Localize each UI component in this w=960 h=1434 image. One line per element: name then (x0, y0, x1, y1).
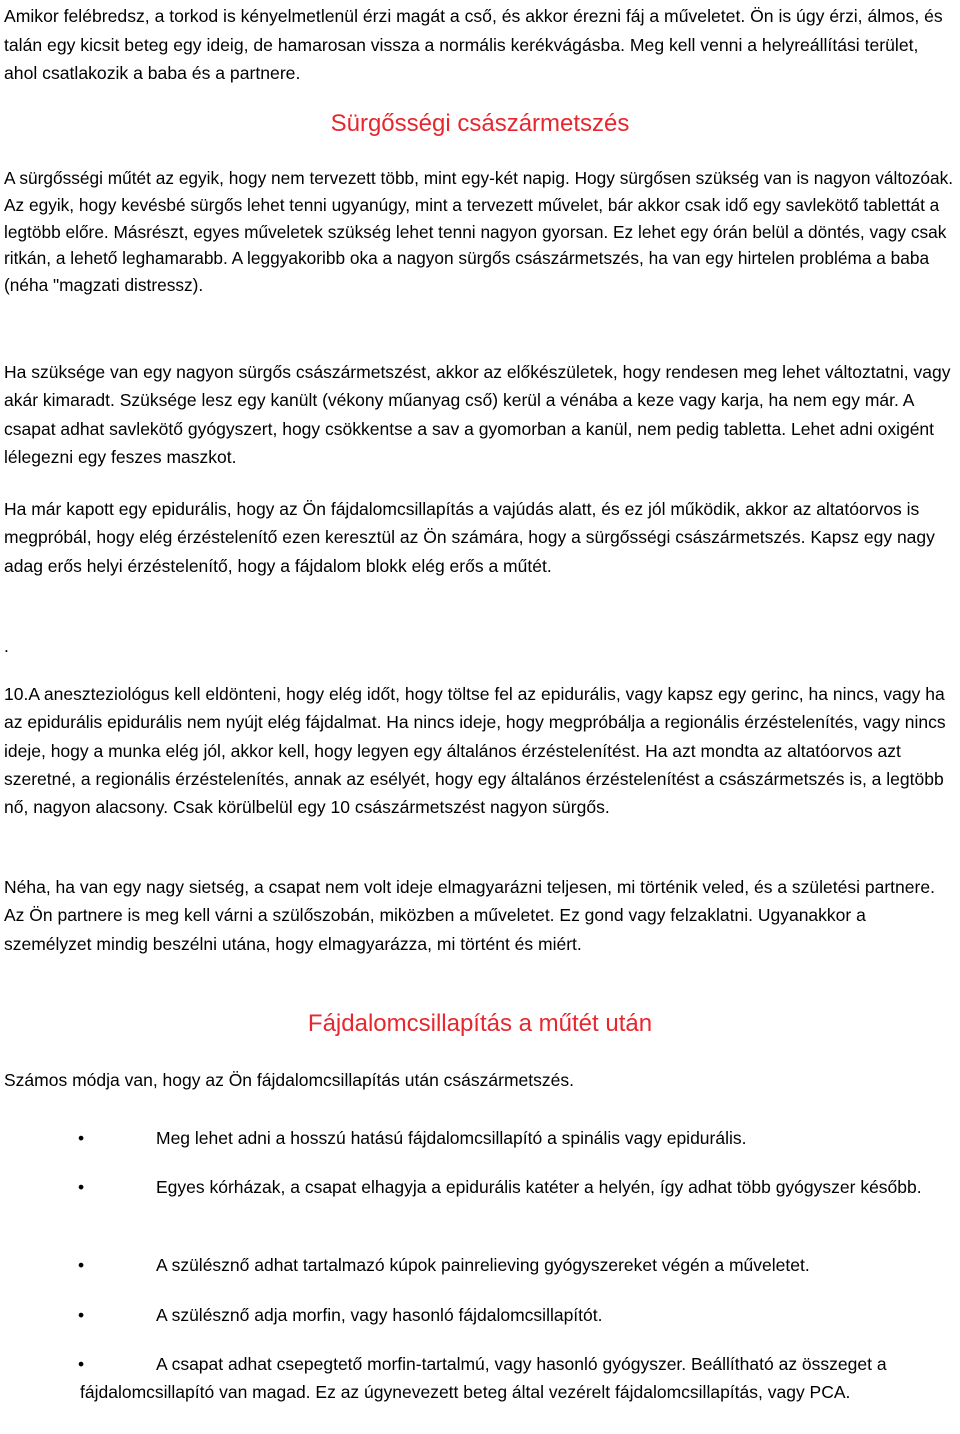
section2-intro: Számos módja van, hogy az Ön fájdalomcsillapítás után császármetszés. (4, 1070, 574, 1090)
list-item-text: Egyes kórházak, a csapat elhagyja a epidurális katéter a helyén, így adhat több gyógyszer később. (156, 1177, 922, 1197)
bullet-dot-icon: • (78, 1177, 85, 1197)
bullet-dot-icon: • (78, 1305, 85, 1325)
section-heading-pain-relief: Fájdalomcsillapítás a műtét után (307, 1010, 653, 1037)
list-item-text: Meg lehet adni a hosszú hatású fájdalomcsillapító a spinális vagy epidurális. (156, 1128, 747, 1148)
bullet-dot-icon: • (78, 1354, 85, 1374)
section1-paragraph-5: Néha, ha van egy nagy sietség, a csapat nem volt ideje elmagyarázni teljesen, mi történik veled, és a születési partnere. Az Ön partnere is meg kell várni a szülőszobán, miközben a műveletet. Ez gond vagy felzaklatni. Ugyanakkor a személyzet mindig beszélni utána, hogy elmagyarázza, mi történt és miért. (4, 877, 935, 954)
list-item (4, 1124, 956, 1152)
list-item (4, 1251, 956, 1279)
intro-paragraph: Amikor felébredsz, a torkod is kényelmetlenül érzi magát a cső, és akkor érezni fáj a műveletet. Ön is úgy érzi, álmos, és talán egy kicsit beteg egy ideig, de hamarosan vissza a normális kerékvágásba. Meg kell venni a helyreállítási terület, ahol csatlakozik a baba és a partnere. (4, 6, 943, 83)
section1-dot: . (4, 636, 9, 656)
list-item-text: A csapat adhat csepegtető morfin-tartalmú, vagy hasonló gyógyszer. Beállítható az összeget a fájdalomcsillapító van magad. Ez az úgynevezett beteg által vezérelt fájdalomcsillapítás, vagy PCA. (80, 1354, 887, 1403)
section1-paragraph-2: Ha szüksége van egy nagyon sürgős császármetszést, akkor az előkészületek, hogy rendesen meg lehet változtatni, vagy akár kimaradt. Szüksége lesz egy kanült (vékony műanyag cső) kerül a vénába a keze vagy karja, ha nem egy már. A csapat adhat savlekötő gyógyszert, hogy csökkentse a sav a gyomorban a kanül, nem pedig tabletta. Lehet adni oxigént lélegezni egy feszes maszkot. (4, 362, 951, 467)
bullet-dot-icon: • (78, 1128, 85, 1148)
list-item-text: A szülésznő adhat tartalmazó kúpok painrelieving gyógyszereket végén a műveletet. (156, 1255, 810, 1275)
bullet-dot-icon: • (78, 1255, 85, 1275)
list-item (4, 1173, 956, 1201)
list-item (4, 1301, 956, 1329)
list-item (4, 1350, 956, 1407)
section-heading-emergency-cesarean: Sürgősségi császármetszés (330, 110, 630, 137)
list-item-text: A szülésznő adja morfin, vagy hasonló fájdalomcsillapítót. (156, 1305, 603, 1325)
section1-paragraph-1: A sürgősségi műtét az egyik, hogy nem tervezett több, mint egy-két napig. Hogy sürgősen szükség van is nagyon változóak. Az egyik, hogy kevésbé sürgős lehet tenni ugyanúgy, mint a tervezett művelet, bár akkor csak idő egy savlekötő tablettát a legtöbb előre. Másrészt, egyes műveletek szükség lehet tenni nagyon gyorsan. Ez lehet egy órán belül a döntés, vagy csak ritkán, a lehető leghamarabb. A leggyakoribb oka a nagyon sürgős császármetszés, ha van egy hirtelen probléma a baba (néha "magzati distressz). (4, 168, 954, 296)
section1-paragraph-4: 10.A aneszteziológus kell eldönteni, hogy elég időt, hogy töltse fel az epidurális, vagy kapsz egy gerinc, ha nincs, vagy ha az epidurális epidurális nem nyújt elég fájdalmat. Ha nincs ideje, hogy megpróbálja a regionális érzéstelenítés, vagy nincs ideje, hogy a munka elég jól, akkor kell, hogy legyen egy általános érzéstelenítést. Ha azt mondta az altatóorvos azt szeretné, a regionális érzéstelenítés, annak az esélyét, hogy egy általános érzéstelenítést a császármetszés is, a legtöbb nő, nagyon alacsony. Csak körülbelül egy 10 császármetszést nagyon sürgős. (4, 684, 946, 818)
section1-paragraph-3: Ha már kapott egy epidurális, hogy az Ön fájdalomcsillapítás a vajúdás alatt, és ez jól működik, akkor az altatóorvos is megpróbál, hogy elég érzéstelenítő ezen keresztül az Ön számára, hogy a sürgősségi császármetszés. Kapsz egy nagy adag erős helyi érzéstelenítő, hogy a fájdalom blokk elég erős a műtét. (4, 499, 935, 576)
